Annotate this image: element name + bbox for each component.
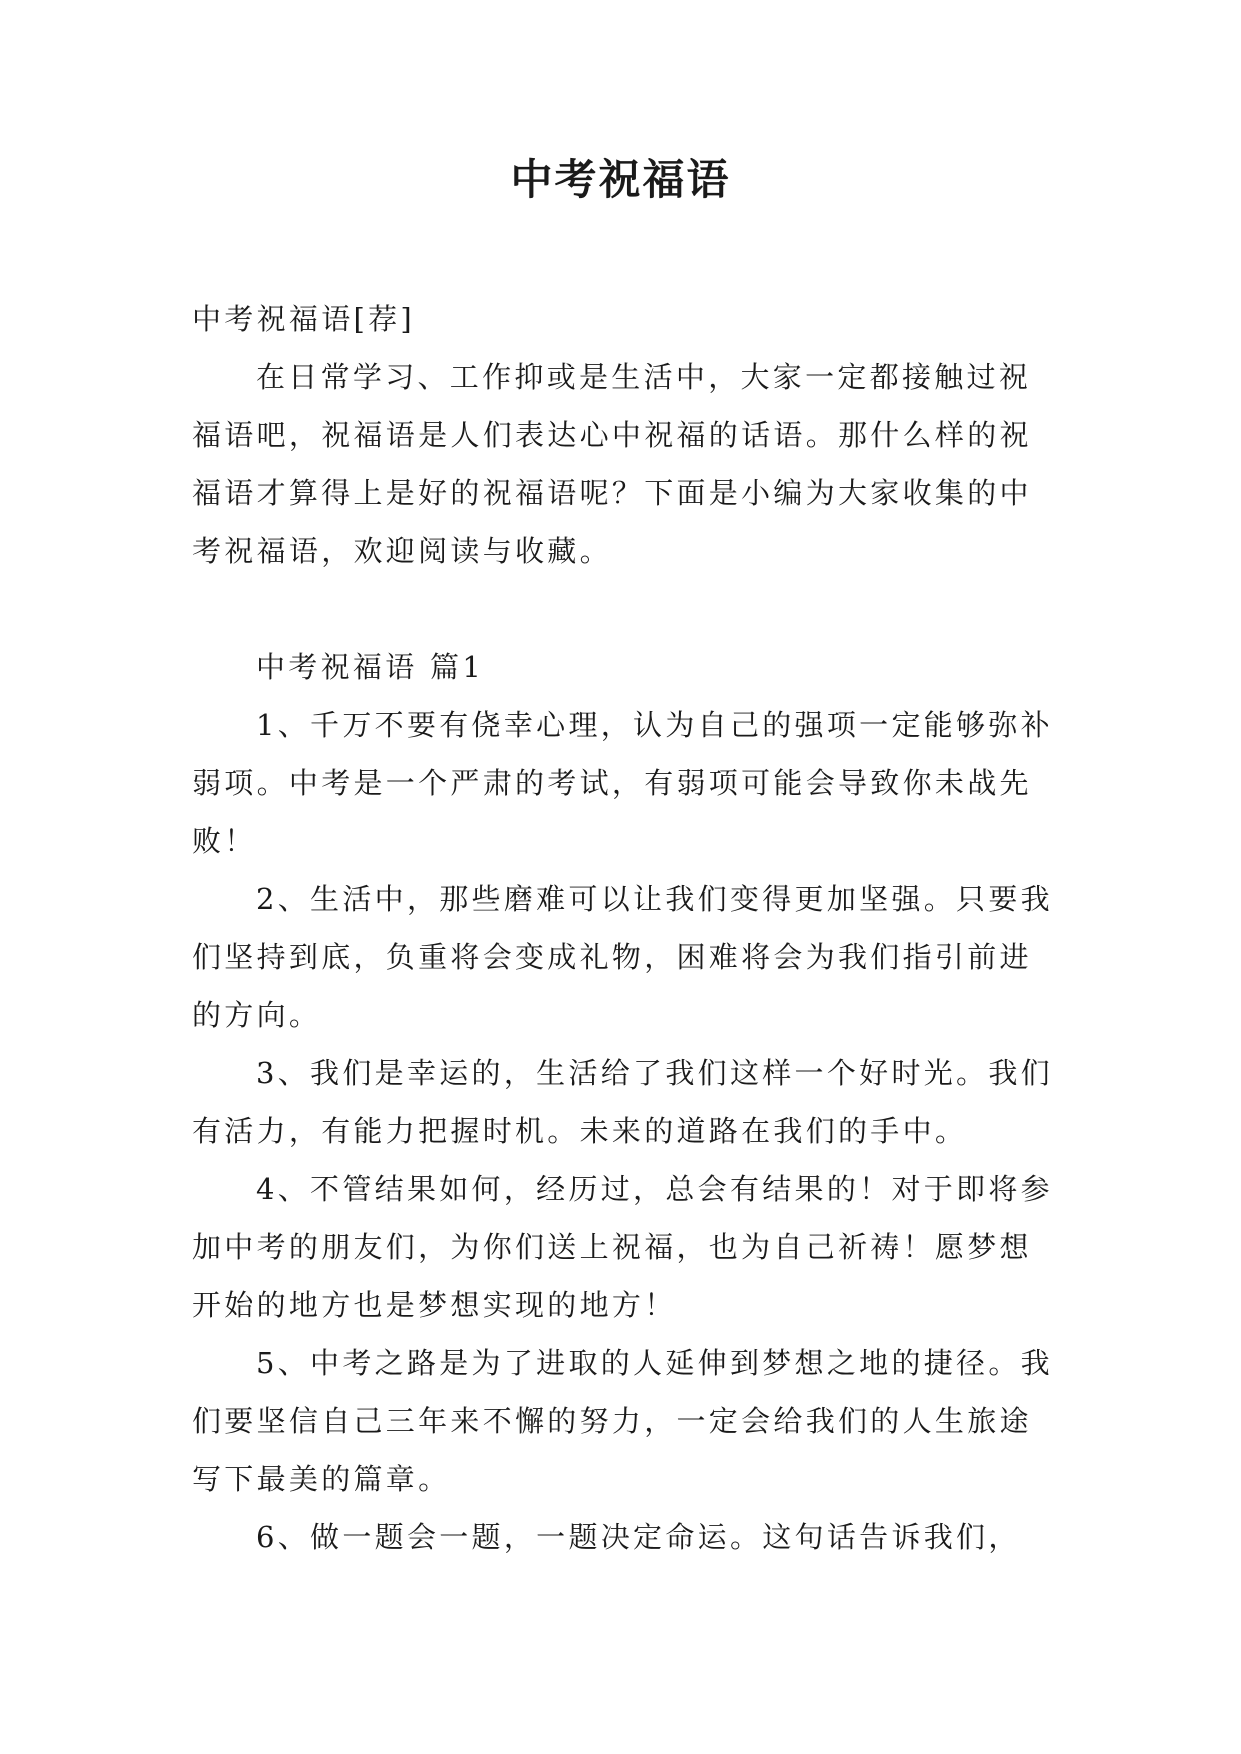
list-item: 5、中考之路是为了进取的人延伸到梦想之地的捷径。我们要坚信自己三年来不懈的努力，一定会给我们的人生旅途写下最美的篇章。 [192, 1346, 1053, 1496]
list-item: 3、我们是幸运的，生活给了我们这样一个好时光。我们有活力，有能力把握时机。未来的道路在我们的手中。 [192, 1056, 1053, 1148]
list-item: 2、生活中，那些磨难可以让我们变得更加坚强。只要我们坚持到底，负重将会变成礼物，困难将会为我们指引前进的方向。 [192, 882, 1053, 1032]
document-title: 中考祝福语 [510, 155, 731, 204]
list-item: 1、千万不要有侥幸心理，认为自己的强项一定能够弥补弱项。中考是一个严肃的考试，有弱项可能会导致你未战先败！ [192, 708, 1053, 858]
document-subtitle: 中考祝福语[荐] [192, 302, 416, 336]
section-heading: 中考祝福语 篇1 [256, 650, 485, 684]
document-body [192, 290, 1054, 1566]
intro-paragraph: 在日常学习、工作抑或是生活中，大家一定都接触过祝福语吧，祝福语是人们表达心中祝福的话语。那什么样的祝福语才算得上是好的祝福语呢？下面是小编为大家收集的中考祝福语，欢迎阅读与收藏。 [192, 360, 1032, 568]
list-item: 4、不管结果如何，经历过，总会有结果的！对于即将参加中考的朋友们，为你们送上祝福，也为自己祈祷！愿梦想开始的地方也是梦想实现的地方！ [192, 1172, 1053, 1322]
list-item: 6、做一题会一题，一题决定命运。这句话告诉我们， [256, 1520, 1021, 1554]
